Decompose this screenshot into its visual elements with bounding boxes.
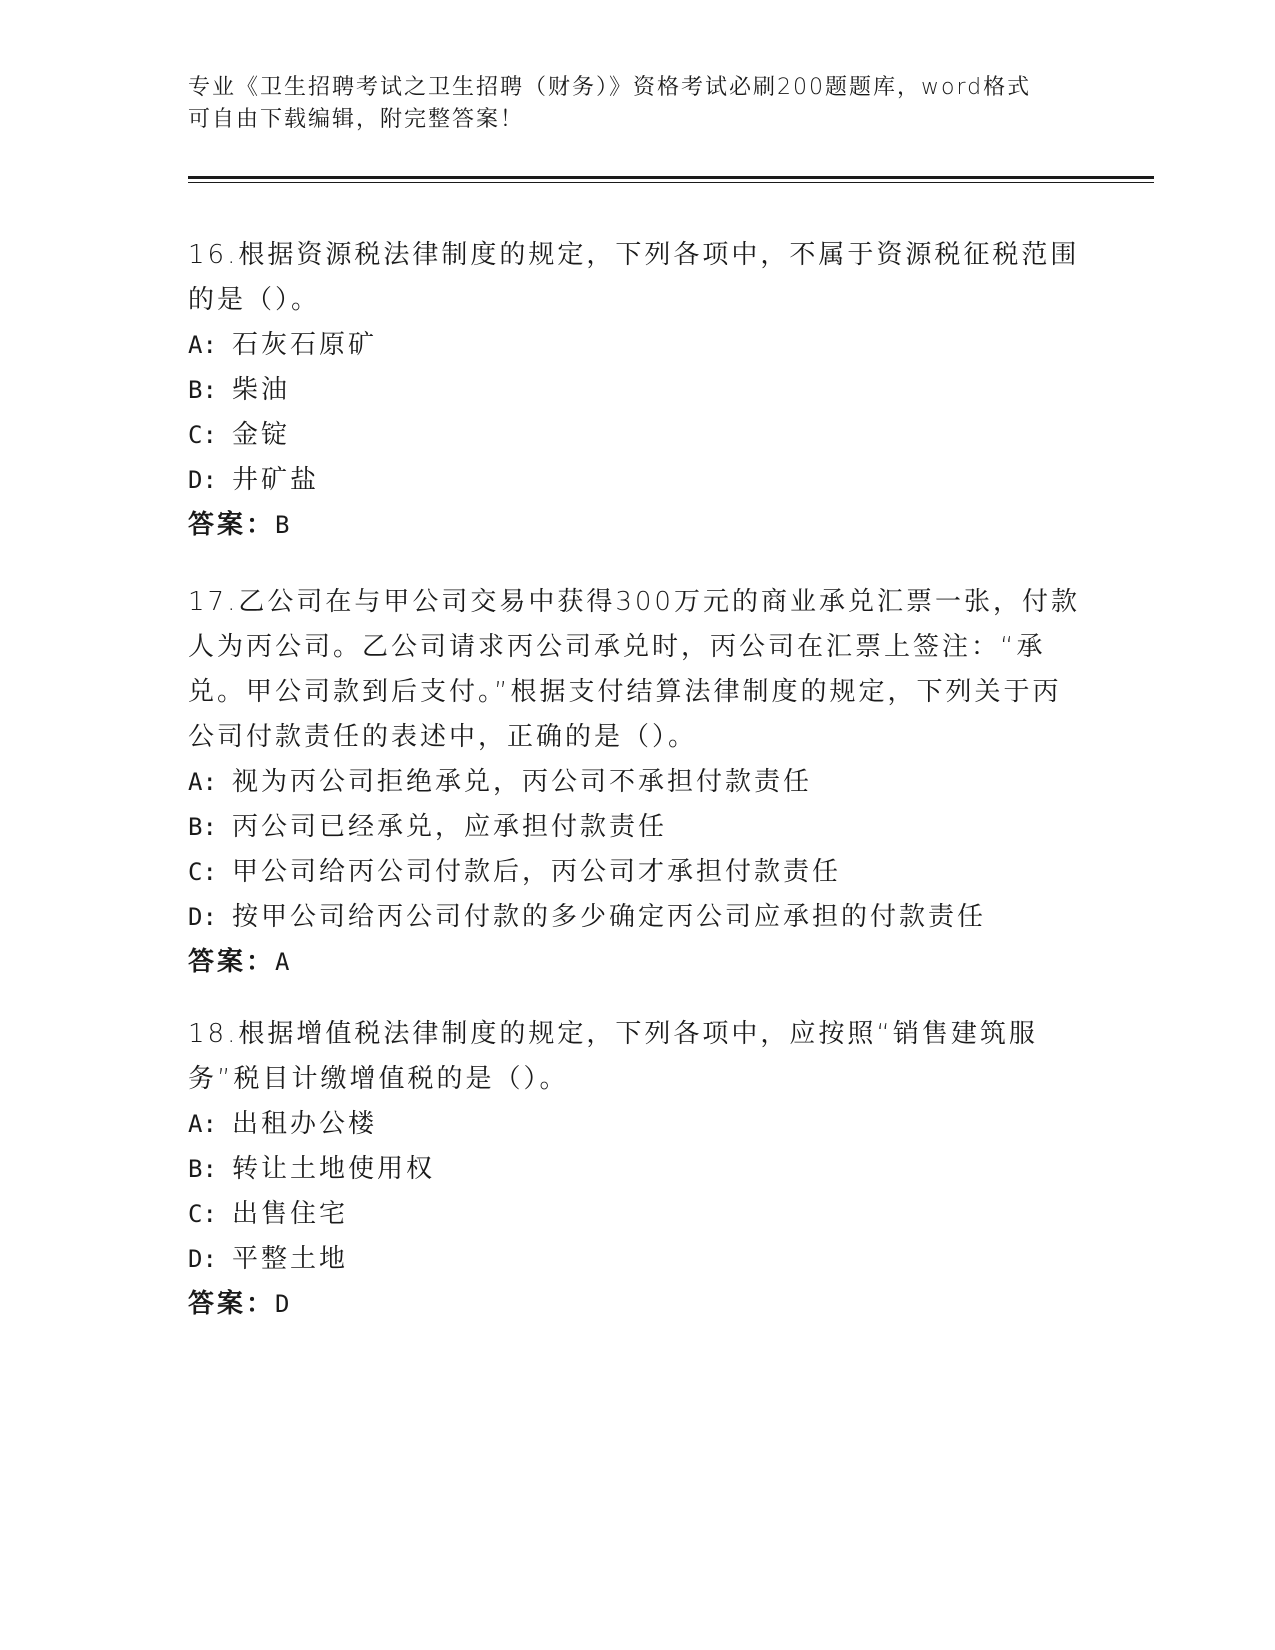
header-line-2: 可自由下载编辑，附完整答案！ <box>188 107 525 132</box>
option-text: 视为丙公司拒绝承兑，丙公司不承担付款责任 <box>232 767 813 797</box>
option-letter: C: <box>188 421 217 449</box>
answer-label: 答案： <box>188 947 276 977</box>
option-text: 井矿盐 <box>232 465 320 495</box>
question-stem: 17.乙公司在与甲公司交易中获得300万元的商业承兑汇票一张，付款人为丙公司。乙公司请求丙公司承兑时，丙公司在汇票上签注：“承兑。甲公司款到后支付。”根据支付结算法律制度的规定，下列关于丙公司付款责任的表述中，正确的是（）。 <box>188 587 1080 752</box>
option-b <box>188 805 1088 850</box>
option-letter: B: <box>188 813 217 841</box>
option-letter: C: <box>188 858 217 886</box>
option-letter: D: <box>188 903 217 931</box>
option-text: 出售住宅 <box>232 1199 349 1229</box>
question-stem: 16.根据资源税法律制度的规定，下列各项中，不属于资源税征税范围的是（）。 <box>188 240 1080 315</box>
question-17 <box>188 580 1088 985</box>
answer-value: D <box>275 1290 293 1318</box>
option-a <box>188 323 1088 368</box>
option-letter: D: <box>188 466 217 494</box>
option-text: 石灰石原矿 <box>232 330 378 360</box>
option-letter: C: <box>188 1200 217 1228</box>
option-letter: A: <box>188 768 217 796</box>
option-a <box>188 760 1088 805</box>
option-text: 柴油 <box>232 375 291 405</box>
answer-value: B <box>275 511 293 539</box>
option-b <box>188 368 1088 413</box>
document-header <box>188 72 1088 136</box>
answer-line <box>188 940 1088 985</box>
option-c <box>188 413 1088 458</box>
header-divider-thick <box>188 176 1154 179</box>
answer-label: 答案： <box>188 510 276 540</box>
question-16 <box>188 233 1088 548</box>
option-d <box>188 1237 1088 1282</box>
option-letter: D: <box>188 1245 217 1273</box>
answer-line <box>188 1282 1088 1327</box>
option-text: 甲公司给丙公司付款后，丙公司才承担付款责任 <box>232 857 842 887</box>
option-letter: B: <box>188 376 217 404</box>
option-text: 转让土地使用权 <box>232 1154 436 1184</box>
option-text: 平整土地 <box>232 1244 349 1274</box>
option-text: 出租办公楼 <box>232 1109 378 1139</box>
option-b <box>188 1147 1088 1192</box>
answer-line <box>188 503 1088 548</box>
option-letter: A: <box>188 331 217 359</box>
option-letter: B: <box>188 1155 217 1183</box>
option-c <box>188 850 1088 895</box>
option-d <box>188 895 1088 940</box>
answer-value: A <box>275 948 293 976</box>
option-c <box>188 1192 1088 1237</box>
question-18 <box>188 1012 1088 1327</box>
option-text: 按甲公司给丙公司付款的多少确定丙公司应承担的付款责任 <box>232 902 987 932</box>
option-letter: A: <box>188 1110 217 1138</box>
option-a <box>188 1102 1088 1147</box>
header-line-1: 专业《卫生招聘考试之卫生招聘（财务）》资格考试必刷200题题库，word格式 <box>188 75 1032 100</box>
header-divider-thin <box>188 182 1154 183</box>
option-text: 丙公司已经承兑，应承担付款责任 <box>232 812 668 842</box>
option-d <box>188 458 1088 503</box>
question-stem: 18.根据增值税法律制度的规定，下列各项中，应按照“销售建筑服务”税目计缴增值税的是（）。 <box>188 1019 1038 1094</box>
option-text: 金锭 <box>232 420 291 450</box>
answer-label: 答案： <box>188 1289 276 1319</box>
